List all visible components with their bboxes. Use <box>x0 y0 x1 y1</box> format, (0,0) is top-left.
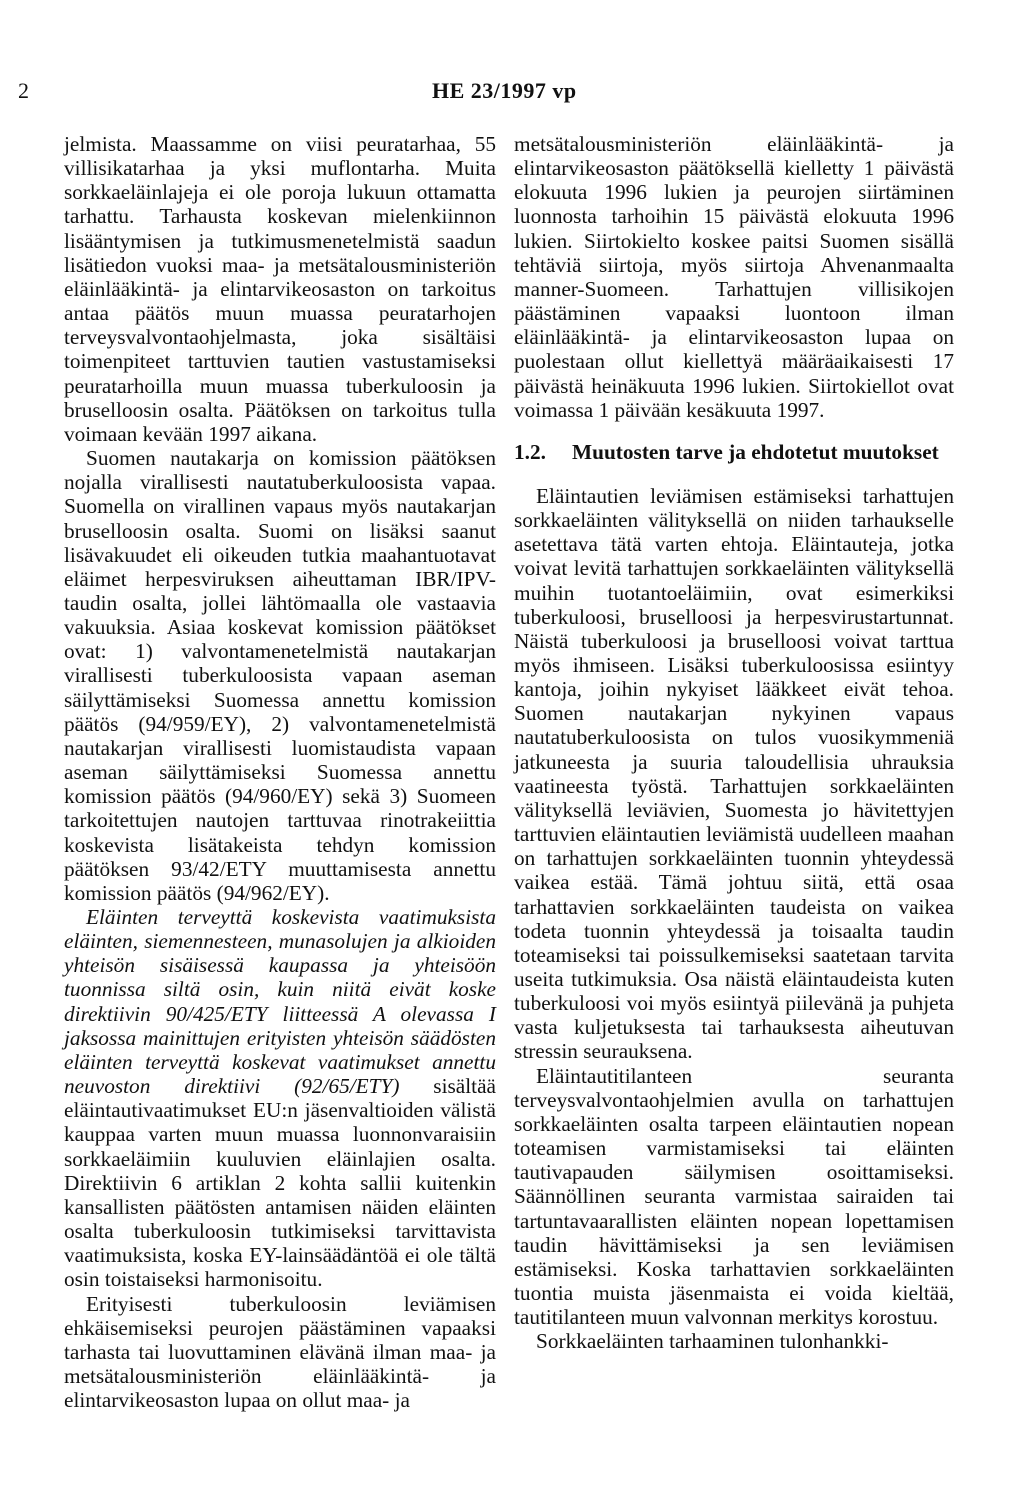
section-heading <box>514 440 954 464</box>
paragraph <box>64 905 496 1292</box>
right-column <box>514 132 954 1354</box>
running-head: HE 23/1997 vp <box>432 78 577 103</box>
paragraph-text: sisältää eläintautivaatimukset EU:n jäsenvaltioiden välistä kauppaa varten muun muassa luonnonvaraisiin sorkkaeläimiin kuuluvien eläinlajien osalta. Direktiivin 6 artiklan 2 kohta sallii kuitenkin kansallisten päätösten antamisen näiden eläinten osalta tuberkuloosin tutkimiseksi tarvittavista vaatimuksista, koska EY-lainsäädäntöä ei ole tältä osin toistaiseksi harmonisoitu. <box>64 1074 496 1292</box>
paragraph: Suomen nautakarja on komission päätöksen nojalla virallisesti nautatuberkuloosista vapaa. Suomella on virallinen vapaus myös nautakarjan bruselloosin osalta. Suomi on lisäksi saanut lisävakuudet eli oikeuden tutkia maahantuotavat eläimet herpesviruksen aiheuttaman IBR/IPV-taudin osalta, jollei lähtömaalla ole vastaavia vakuuksia. Asiaa koskevat komission päätökset ovat: 1) valvontamenetelmistä nautakarjan virallisesti tuberkuloosista vapaan aseman säilyttämiseksi Suomessa annettu komission päätös (94/959/EY), 2) valvontamenetelmistä nautakarjan virallisesti luomistaudista vapaan aseman säilyttämiseksi Suomessa annettu komission päätös (94/960/EY) sekä 3) Suomeen tarkoitettujen nautojen tarttuvaa rinotrakeiittia koskevista lisätakeista tehdyn komission päätöksen 93/42/ETY muuttamisesta annettu komission päätös (94/962/EY). <box>64 446 496 905</box>
page-number: 2 <box>18 78 29 103</box>
paragraph: jelmista. Maassamme on viisi peuratarhaa, 55 villisikatarhaa ja yksi muflontarha. Muita sorkkaeläinlajeja ei ole poroja lukuun ottamatta tarhattu. Tarhausta koskevan mielenkiinnon lisääntymisen ja tutkimusmenetelmistä saadun lisätiedon vuoksi maa- ja metsätalousministeriön eläinlääkintä- ja elintarvikeosaston on tarkoitus antaa päätös muun muassa peuratarhojen terveysvalvontaohjelmasta, joka sisältäisi toimenpiteet tarttuvien tautien vastustamiseksi peuratarhoilla muun muassa tuberkuloosin ja bruselloosin osalta. Päätöksen on tarkoitus tulla voimaan kevään 1997 aikana. <box>64 132 496 446</box>
section-number: 1.2. <box>514 439 546 464</box>
paragraph: Eläintautitilanteen seuranta terveysvalvontaohjelmien avulla on tarhattujen sorkkaeläinten osalta tarpeen eläintautien nopean toteamisen varmistamiseksi tai eläinten tautivapauden säilymisen osoittamiseksi. Säännöllinen seuranta varmistaa sairaiden tai tartuntavaarallisten eläinten nopean lopettamisen taudin hävittämiseksi ja sen leviämisen estämiseksi. Koska tarhattavien sorkkaeläinten tuontia muista jäsenmaista ei voida kieltää, tautitilanteen muun valvonnan merkitys korostuu. <box>514 1063 954 1330</box>
paragraph: Erityisesti tuberkuloosin leviämisen ehkäisemiseksi peurojen päästäminen vapaaksi tarhasta tai luovuttaminen elävänä ilman maa- ja metsätalousministeriön eläinlääkintä- ja elintarvikeosaston lupaa on ollut maa- ja <box>64 1291 496 1413</box>
paragraph: Eläintautien leviämisen estämiseksi tarhattujen sorkkaeläinten välityksellä on niiden tarhaukselle asetettava tätä varten ehtoja. Eläintauteja, jotka voivat levitä tarhattujen sorkkaeläinten välityksellä muihin tuotantoeläimiin, ovat esimerkiksi tuberkuloosi, bruselloosi ja herpesvirustartunnat. Näistä tuberkuloosi ja bruselloosi voivat tarttua myös ihmiseen. Lisäksi tuberkuloosissa esiintyy kantoja, joihin nykyiset lääkkeet eivät tehoa. Suomen nautakarjan nykyinen vapaus nautatuberkuloosista on tulos vuosikymmeniä jatkuneesta ja suuria taloudellisia uhrauksia vaatineesta työstä. Tarhattujen sorkkaeläinten välityksellä leviävien, Suomesta jo hävitettyjen tarttuvien eläintautien leviämistä uudelleen maahan on tarhattujen sorkkaeläinten tuonnin yhteydessä vaikea estää. Tämä johtuu siitä, että osaa tarhattavien sorkkaeläinten taudeista on vaikea todeta tuonnin yhteydessä ja toisaalta taudin toteamiseksi tai poissulkemiseksi saatetaan tarvita useita tutkimuksia. Osa näistä eläintaudeista kuten tuberkuloosi voi myös esiintyä piilevänä ja puhjeta vasta kuljetuksesta tai tarhauksesta aiheutuvan stressin seurauksena. <box>514 483 954 1064</box>
paragraph: metsätalousministeriön eläinlääkintä- ja elintarvikeosaston päätöksellä kielletty 1 päivästä elokuuta 1996 lukien ja peurojen siirtäminen luonnosta tarhoihin 15 päivästä elokuuta 1996 lukien. Siirtokielto koskee paitsi Suomen sisällä tehtäviä siirtoja, myös siirtoja Ahvenanmaalta manner-Suomeen. Tarhattujen villisikojen päästäminen vapaaksi luontoon ilman eläinlääkintä- ja elintarvikeosaston lupaa on puolestaan ollut kiellettyä määräaikaisesti 17 päivästä heinäkuuta 1996 lukien. Siirtokiellot ovat voimassa 1 päivään kesäkuuta 1997. <box>514 132 954 422</box>
section-title: Muutosten tarve ja ehdotetut muutokset <box>572 439 939 464</box>
left-column <box>64 132 496 1412</box>
directive-title-italic: Eläinten terveyttä koskevista vaatimuksista eläinten, siemennesteen, munasolujen ja alkioiden yhteisön sisäisessä kaupassa ja yhteisöön tuonnissa siltä osin, kuin niitä eivät koske direktiivin 90/425/ETY liitteessä A olevassa I jaksossa mainittujen erityisten yhteisön säädösten eläinten terveyttä koskevat vaatimukset annettu neuvoston direktiivi (92/65/ETY) <box>64 905 496 1099</box>
paragraph: Sorkkaeläinten tarhaaminen tulonhankki- <box>536 1329 889 1354</box>
